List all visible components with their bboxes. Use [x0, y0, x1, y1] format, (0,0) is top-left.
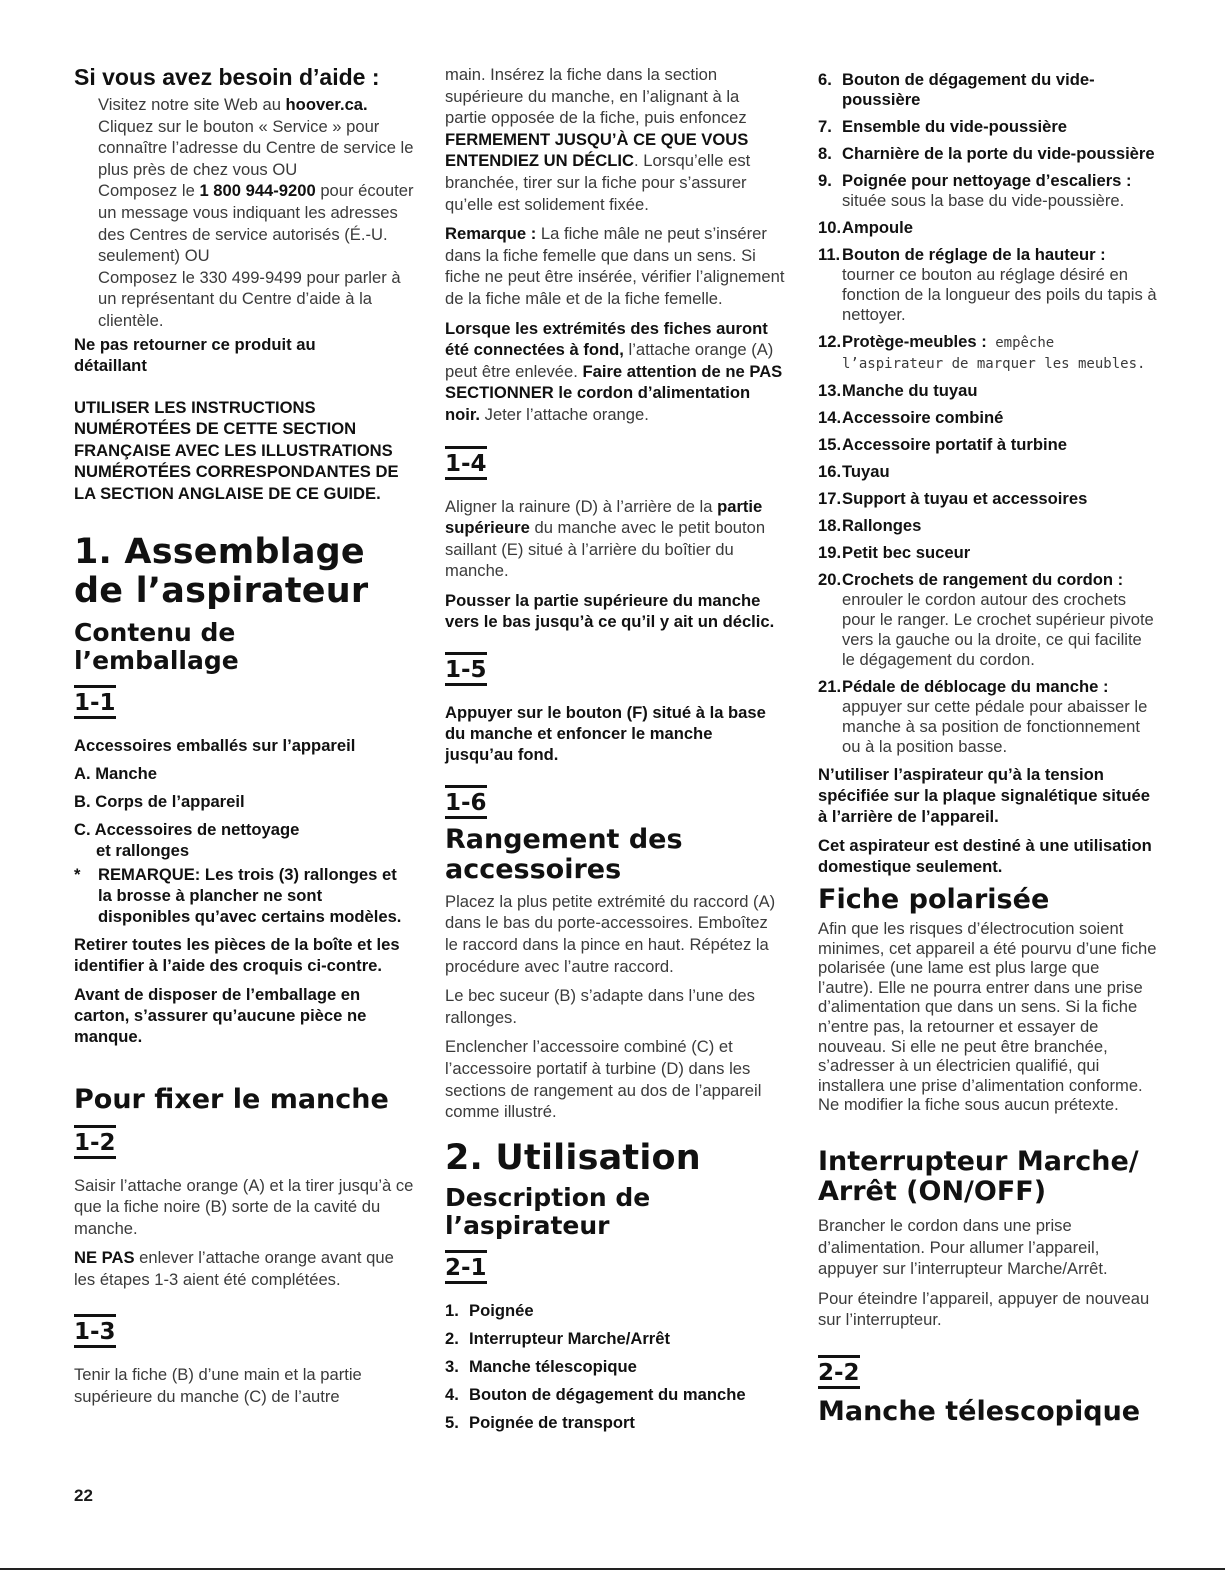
list-item: 4. Bouton de dégagement du manche [445, 1384, 746, 1404]
storage-p2: Le bec suceur (B) s’adapte dans l’une des rallonges. [445, 986, 755, 1027]
telescopic-heading: Manche télescopique [818, 1395, 1141, 1427]
list-item: 18.Rallonges [818, 516, 922, 535]
parts-list [445, 1300, 785, 1433]
step-1-4: 1-4 [445, 446, 487, 480]
remove-note: Retirer toutes les pièces de la boîte et les identifier à l’aide des croquis ci-contre. [74, 934, 400, 975]
packed-heading: Accessoires emballés sur l’appareil [74, 735, 356, 755]
step-1-2-text: Saisir l’attache orange (A) et la tirer jusqu’à ce que la fiche noire (B) sorte de la cavité du manche. [74, 1175, 414, 1238]
storage-p3: Enclencher l’accessoire combiné (C) et l’accessoire portatif à turbine (D) dans les sections de rangement au dos de l’appareil comme illustré. [445, 1037, 762, 1122]
press-note: Appuyer sur le bouton (F) situé à la base du manche et enfoncer le manche jusqu’au fond. [445, 702, 766, 764]
list-item: 21.Pédale de déblocage du manche : appuyer sur cette pédale pour abaisser le manche à sa position de fonctionnement ou à la position basse. [818, 677, 1148, 756]
push-note: Pousser la partie supérieure du manche vers le bas jusqu’à ce qu’il y ait un déclic. [445, 590, 775, 631]
step-2-2: 2-2 [818, 1355, 860, 1389]
list-item: 20.Crochets de rangement du cordon : enrouler le cordon autour des crochets pour le ranger. Le crochet supérieur pivote vers la gauche ou la droite, ce qui facilite le dégagement du cordon. [818, 570, 1154, 669]
website-link[interactable]: hoover.ca. [285, 95, 368, 114]
instructions-note: UTILISER LES INSTRUCTIONS NUMÉROTÉES DE CETTE SECTION FRANÇAISE AVEC LES ILLUSTRATIONS NUMÉROTÉES CORRESPONDANTES DE LA SECTION ANGLAISE DE CE GUIDE. [74, 397, 399, 503]
item-a: A. Manche [74, 763, 157, 783]
no-return-note: Ne pas retourner ce produit au détaillant [74, 334, 316, 375]
list-item: 8. Charnière de la porte du vide-poussière [818, 144, 1155, 163]
list-item: 1. Poignée [445, 1300, 534, 1320]
list-item: 10.Ampoule [818, 218, 913, 237]
list-item: 14.Accessoire combiné [818, 408, 1004, 427]
section-1-title: 1. Assemblage de l’aspirateur [74, 531, 369, 611]
list-item: 9. Poignée pour nettoyage d’escaliers : située sous la base du vide-poussière. [818, 171, 1132, 210]
column-3 [818, 70, 1158, 1427]
help-title: Si vous avez besoin d’aide : [74, 64, 380, 90]
step-1-3-cont: main. Insérez la fiche dans la section supérieure du manche, en l’alignant à la partie opposée de la fiche, puis enfoncez FERMEMENT JUSQU’À CE QUE VOUS ENTENDIEZ UN DÉCLIC. Lorsqu’elle est branchée, tirer sur la fiche pour s’assurer qu’elle est solidement fixée. [445, 65, 751, 214]
item-c: C. Accessoires de nettoyage [74, 819, 300, 839]
list-item: 3. Manche télescopique [445, 1356, 637, 1376]
section-2-title: 2. Utilisation [445, 1137, 701, 1178]
list-item: 7. Ensemble du vide-poussière [818, 117, 1068, 136]
step-2-1: 2-1 [445, 1250, 487, 1284]
list-item: 12.Protège-meubles : empêche l’aspirateur de marquer les meubles. [818, 332, 1146, 372]
step-1-5: 1-5 [445, 652, 487, 686]
switch-heading: Interrupteur Marche/ Arrêt (ON/OFF) [818, 1145, 1139, 1207]
step-1-6: 1-6 [445, 785, 487, 819]
list-item: 11. Bouton de réglage de la hauteur : tourner ce bouton au réglage désiré en fonction de la longueur des poils du tapis à nettoyer. [818, 245, 1157, 324]
switch-p2: Pour éteindre l’appareil, appuyer de nouveau sur l’interrupteur. [818, 1288, 1150, 1330]
note-remarque: * REMARQUE: Les trois (3) rallonges et la brosse à plancher ne sont disponibles qu’avec certains modèles. [74, 864, 402, 926]
plug-heading: Fiche polarisée [818, 884, 1050, 915]
plug-text: Afin que les risques d’électrocution soient minimes, cet appareil a été pourvu d’une fiche polarisée (une lame est plus large que l’autre). Elle ne pourra entrer dans une prise d’alimentation que dans un sens. Si la fiche n’entre pas, la retourner et essayer de nouveau. Si elle ne peut être branchée, s’adresser à un électricien qualifié, qui installera une prise d’alimentation conforme. Ne modifier la fiche sous aucun prétexte. [818, 919, 1157, 1115]
step-1-1: 1-1 [74, 685, 116, 719]
storage-p1: Placez la plus petite extrémité du raccord (A) dans le bas du porte-accessoires. Emboîtez le raccord dans la pince en haut. Répétez la procédure avec l’autre raccord. [445, 891, 776, 976]
list-item: 16.Tuyau [818, 462, 890, 481]
step-1-4-text: Aligner la rainure (D) à l’arrière de la partie supérieure du manche avec le petit bouton saillant (E) situé à l’arrière du boîtier du manche. [445, 496, 766, 581]
page-bottom-rule [0, 1568, 1225, 1570]
voltage-note: N’utiliser l’aspirateur qu’à la tension spécifiée sur la plaque signalétique située à l’arrière de l’appareil. [818, 765, 1150, 826]
step-1-3: 1-3 [74, 1314, 116, 1348]
list-item: 17.Support à tuyau et accessoires [818, 489, 1088, 508]
item-c-cont: et rallonges [96, 840, 190, 860]
step-1-3-text: Tenir la fiche (B) d’une main et la partie supérieure du manche (C) de l’autre [74, 1365, 362, 1407]
help-block: Visitez notre site Web au hoover.ca. Cliquez sur le bouton « Service » pour connaître l’adresse du Centre de service le plus près de chez vous OU Composez le 1 800 944-9200 pour écouter un message vous indiquant les adresses des Centres de service autorisés (É.-U. seulement) OU Composez le 330 499-9499 pour parler à un représentant du Centre d’aide à la clientèle. [98, 95, 414, 330]
column-1: Si vous avez besoin d’aide : Visitez notre site Web au hoover.ca. Cliquez sur le bouton « Service » pour connaître l’adresse du Centre de service le plus près de chez vous OU Composez le 1 800 944-9200 pour écouter un message vous indiquant les adresses des Centres de service autorisés (É.-U. seulement) OU Composez le 330 499-9499 pour parler à un représentant du Centre d’aide à la clientèle. Ne pas retourner ce produit au détaillant UTILISER LES INSTRUCTIONS NUMÉROTÉES DE CETTE SECTION FRANÇAISE AVEC LES ILLUSTRATIONS NUMÉROTÉES CORRESPONDANTES DE LA SECTION ANGLAISE DE CE GUIDE. 1. Assemblage de l’aspirateur Contenu de l’emballage 1-1 Accessoires emballés sur l’appareil A. Manche B. Corps de l’appareil C. Accessoires de nettoyage et rallonges * REMARQUE: Les trois (3) rallonges et la brosse à plancher ne sont disponibles qu’avec certains modèles. Retirer toutes les pièces de la boîte et les identifier à l’aide des croquis ci-contre. Avant de disposer de l’emballage en carton, s’assurer qu’aucune pièce ne manque. Pour fixer le manche 1-2 Saisir l’attache orange (A) et la tirer jusqu’à ce que la fiche noire (B) sorte de la cavité du manche. NE PAS enlever l’attache orange avant que les étapes 1-3 aient été complétées. 1-3 Tenir la fiche (B) d’une main et la partie supérieure du manche (C) de l’autre [74, 64, 414, 1407]
storage-heading: Rangement des accessoires [445, 823, 683, 885]
remarque-para: Remarque : La fiche mâle ne peut s’insérer dans la fiche femelle que dans un sens. Si fiche ne peut être insérée, vérifier l’alignement de la fiche mâle et de la fiche femelle. [445, 224, 785, 308]
handle-heading: Pour fixer le manche [74, 1083, 389, 1115]
description-heading: Description de l’aspirateur [445, 1182, 651, 1240]
column-2 [445, 64, 785, 1440]
lorsque-para: Lorsque les extrémités des fiches auront été connectées à fond, l’attache orange (A) peut être enlevée. Faire attention de ne PAS SECTIONNER le cordon d’alimentation noir. Jeter l’attache orange. [445, 318, 783, 424]
list-item: 6. Bouton de dégagement du vide-poussière [818, 70, 1095, 109]
item-b: B. Corps de l’appareil [74, 791, 245, 811]
list-item: 13.Manche du tuyau [818, 381, 978, 400]
before-note: Avant de disposer de l’emballage en carton, s’assurer qu’aucune pièce ne manque. [74, 984, 367, 1046]
phone-number: 1 800 944-9200 [199, 181, 316, 201]
step-1-2: 1-2 [74, 1125, 116, 1159]
switch-p1: Brancher le cordon dans une prise d’alimentation. Pour allumer l’appareil, appuyer sur l’interrupteur Marche/Arrêt. [818, 1215, 1108, 1279]
list-item: 15.Accessoire portatif à turbine [818, 435, 1067, 454]
ne-pas-label: NE PAS [74, 1248, 135, 1268]
list-item: 19.Petit bec suceur [818, 543, 971, 562]
page-number: 22 [74, 1486, 93, 1505]
list-item: 2. Interrupteur Marche/Arrêt [445, 1328, 671, 1348]
contents-heading: Contenu de l’emballage [74, 617, 239, 675]
list-item: 5. Poignée de transport [445, 1412, 635, 1432]
domestic-note: Cet aspirateur est destiné à une utilisation domestique seulement. [818, 836, 1152, 876]
